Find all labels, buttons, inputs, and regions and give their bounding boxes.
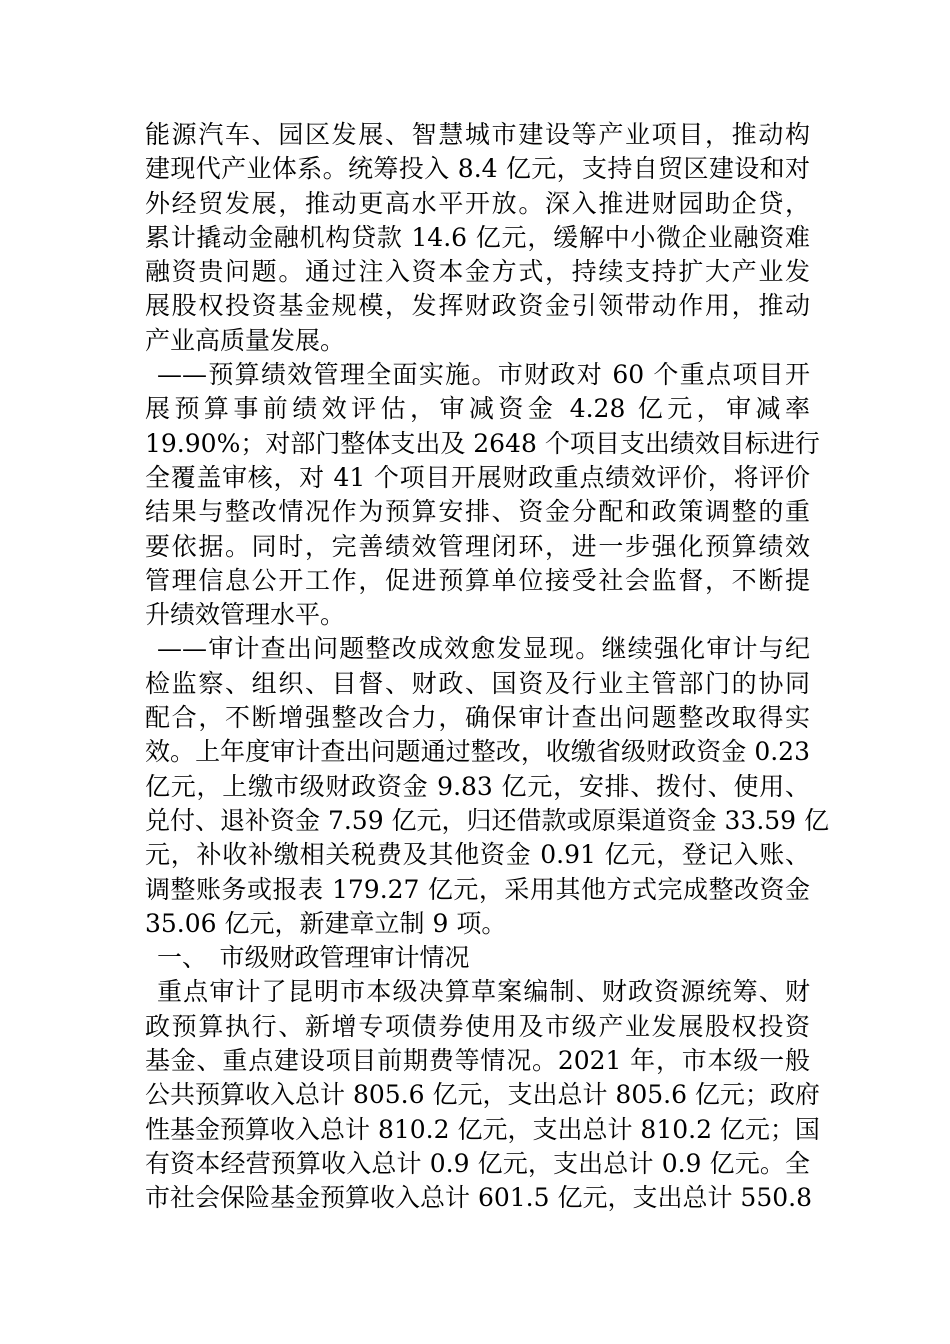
text-line: 累计撬动金融机构贷款 14.6 亿元，缓解中小微企业融资难 xyxy=(145,222,810,252)
text-line: 基金、重点建设项目前期费等情况。2021 年，市本级一般 xyxy=(145,1046,810,1076)
text-line: 35.06 亿元，新建章立制 9 项。 xyxy=(145,908,507,938)
text-line: 亿元，上缴市级财政资金 9.83 亿元，安排、拨付、使用、 xyxy=(145,771,810,801)
section-lead-line: ——预算绩效管理全面实施。市财政对 60 个重点项目开 xyxy=(157,360,810,390)
text-line: 调整账务或报表 179.27 亿元，采用其他方式完成整改资金 xyxy=(145,874,810,904)
text-line: 外经贸发展，推动更高水平开放。深入推进财园助企贷， xyxy=(145,188,810,218)
text-line: 产业高质量发展。 xyxy=(145,325,346,355)
text-line: 全覆盖审核，对 41 个项目开展财政重点绩效评价，将评价 xyxy=(145,462,810,492)
document-page xyxy=(145,118,830,1216)
text-line: 管理信息公开工作，促进预算单位接受社会监督，不断提 xyxy=(145,565,810,595)
text-line: 要依据。同时，完善绩效管理闭环，进一步强化预算绩效 xyxy=(145,531,810,561)
section-lead-line: ——审计查出问题整改成效愈发显现。继续强化审计与纪 xyxy=(157,634,810,664)
text-line: 检监察、组织、目督、财政、国资及行业主管部门的协同 xyxy=(145,668,810,698)
text-line: 结果与整改情况作为预算安排、资金分配和政策调整的重 xyxy=(145,497,810,527)
text-line: 融资贵问题。通过注入资本金方式，持续支持扩大产业发 xyxy=(145,257,810,287)
text-line: 重点审计了昆明市本级决算草案编制、财政资源统筹、财 xyxy=(157,977,810,1007)
text-line: 能源汽车、园区发展、智慧城市建设等产业项目，推动构 xyxy=(145,120,810,149)
text-line: 有资本经营预算收入总计 0.9 亿元，支出总计 0.9 亿元。全 xyxy=(145,1148,810,1178)
text-line: 配合，不断增强整改合力，确保审计查出问题整改取得实 xyxy=(145,703,810,733)
text-line: 公共预算收入总计 805.6 亿元，支出总计 805.6 亿元；政府 xyxy=(145,1080,820,1110)
section-heading: 一、 市级财政管理审计情况 xyxy=(157,943,470,973)
text-line: 升绩效管理水平。 xyxy=(145,600,346,630)
text-line: 展股权投资基金规模，发挥财政资金引领带动作用，推动 xyxy=(145,291,810,321)
text-line: 元，补收补缴相关税费及其他资金 0.91 亿元，登记入账、 xyxy=(145,840,810,870)
text-line: 市社会保险基金预算收入总计 601.5 亿元，支出总计 550.8 xyxy=(145,1183,812,1213)
text-line: 兑付、退补资金 7.59 亿元，归还借款或原渠道资金 33.59 亿 xyxy=(145,805,830,835)
text-line: 政预算执行、新增专项债券使用及市级产业发展股权投资 xyxy=(145,1011,810,1041)
text-line: 建现代产业体系。统筹投入 8.4 亿元，支持自贸区建设和对 xyxy=(145,154,810,184)
text-line: 19.90%；对部门整体支出及 2648 个项目支出绩效目标进行 xyxy=(145,428,820,458)
text-line: 性基金预算收入总计 810.2 亿元，支出总计 810.2 亿元；国 xyxy=(145,1114,820,1144)
text-line: 效。上年度审计查出问题通过整改，收缴省级财政资金 0.23 xyxy=(145,737,810,767)
text-line: 展预算事前绩效评估，审减资金 4.28 亿元，审减率 xyxy=(145,394,810,424)
